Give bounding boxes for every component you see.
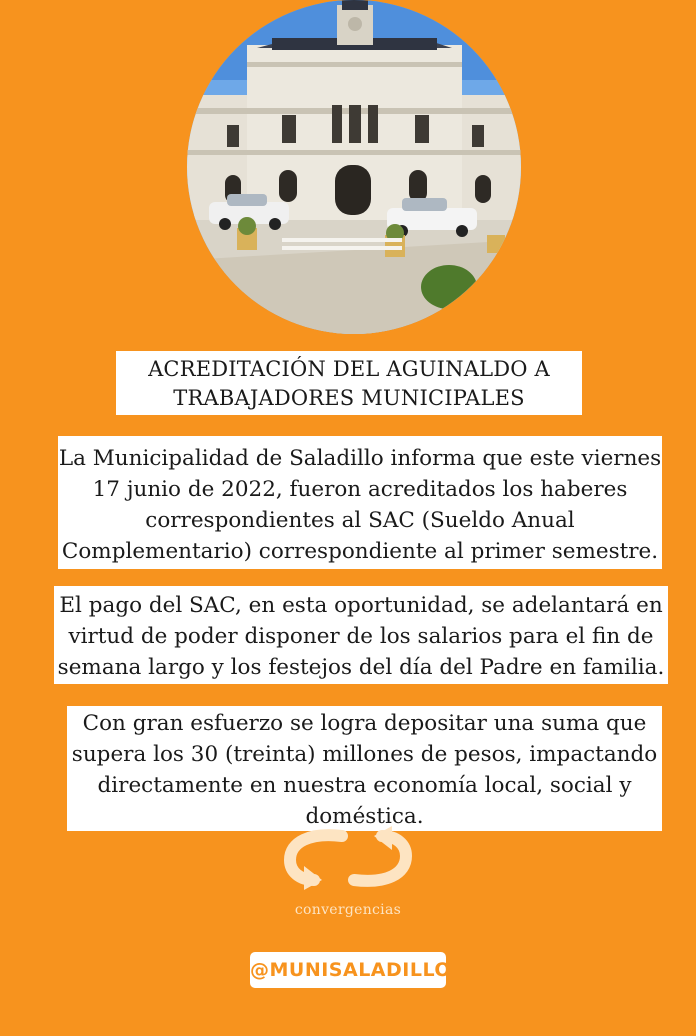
announcement-title	[116, 351, 582, 415]
paragraph-3-line-3: directamente en nuestra economía local, social y	[97, 773, 632, 798]
title-line-2: TRABAJADORES MUNICIPALES	[173, 386, 525, 410]
paragraph-1-line-3: correspondientes al SAC (Sueldo Anual	[145, 508, 575, 533]
title-line-1: ACREDITACIÓN DEL AGUINALDO A	[148, 357, 550, 381]
brand-name: convergencias	[294, 902, 402, 918]
paragraph-1-line-4: Complementario) correspondiente al primer semestre.	[61, 539, 659, 564]
paragraph-3-line-1: Con gran esfuerzo se logra depositar una suma que	[82, 711, 647, 736]
paragraph-3-line-2: supera los 30 (treinta) millones de pesos, impactando	[71, 742, 658, 767]
municipal-building-photo	[187, 0, 521, 334]
paragraph-3-line-4: doméstica.	[305, 804, 424, 829]
social-handle-badge: @MUNISALADILLO	[250, 952, 446, 988]
paragraph-1-line-2: 17 junio de 2022, fueron acreditados los haberes	[92, 477, 628, 502]
convergencias-arrows-icon	[280, 826, 416, 890]
paragraph-1-line-1: La Municipalidad de Saladillo informa que este viernes	[58, 446, 662, 471]
paragraph-announcement	[58, 436, 662, 569]
paragraph-2-line-2: virtud de poder disponer de los salarios para el fin de	[68, 624, 654, 649]
paragraph-2-line-1: El pago del SAC, en esta oportunidad, se adelantará en	[59, 593, 663, 618]
paragraph-2-line-3: semana largo y los festejos del día del Padre en familia.	[57, 655, 665, 680]
paragraph-effort	[67, 706, 662, 831]
paragraph-payment-advance	[54, 586, 668, 684]
